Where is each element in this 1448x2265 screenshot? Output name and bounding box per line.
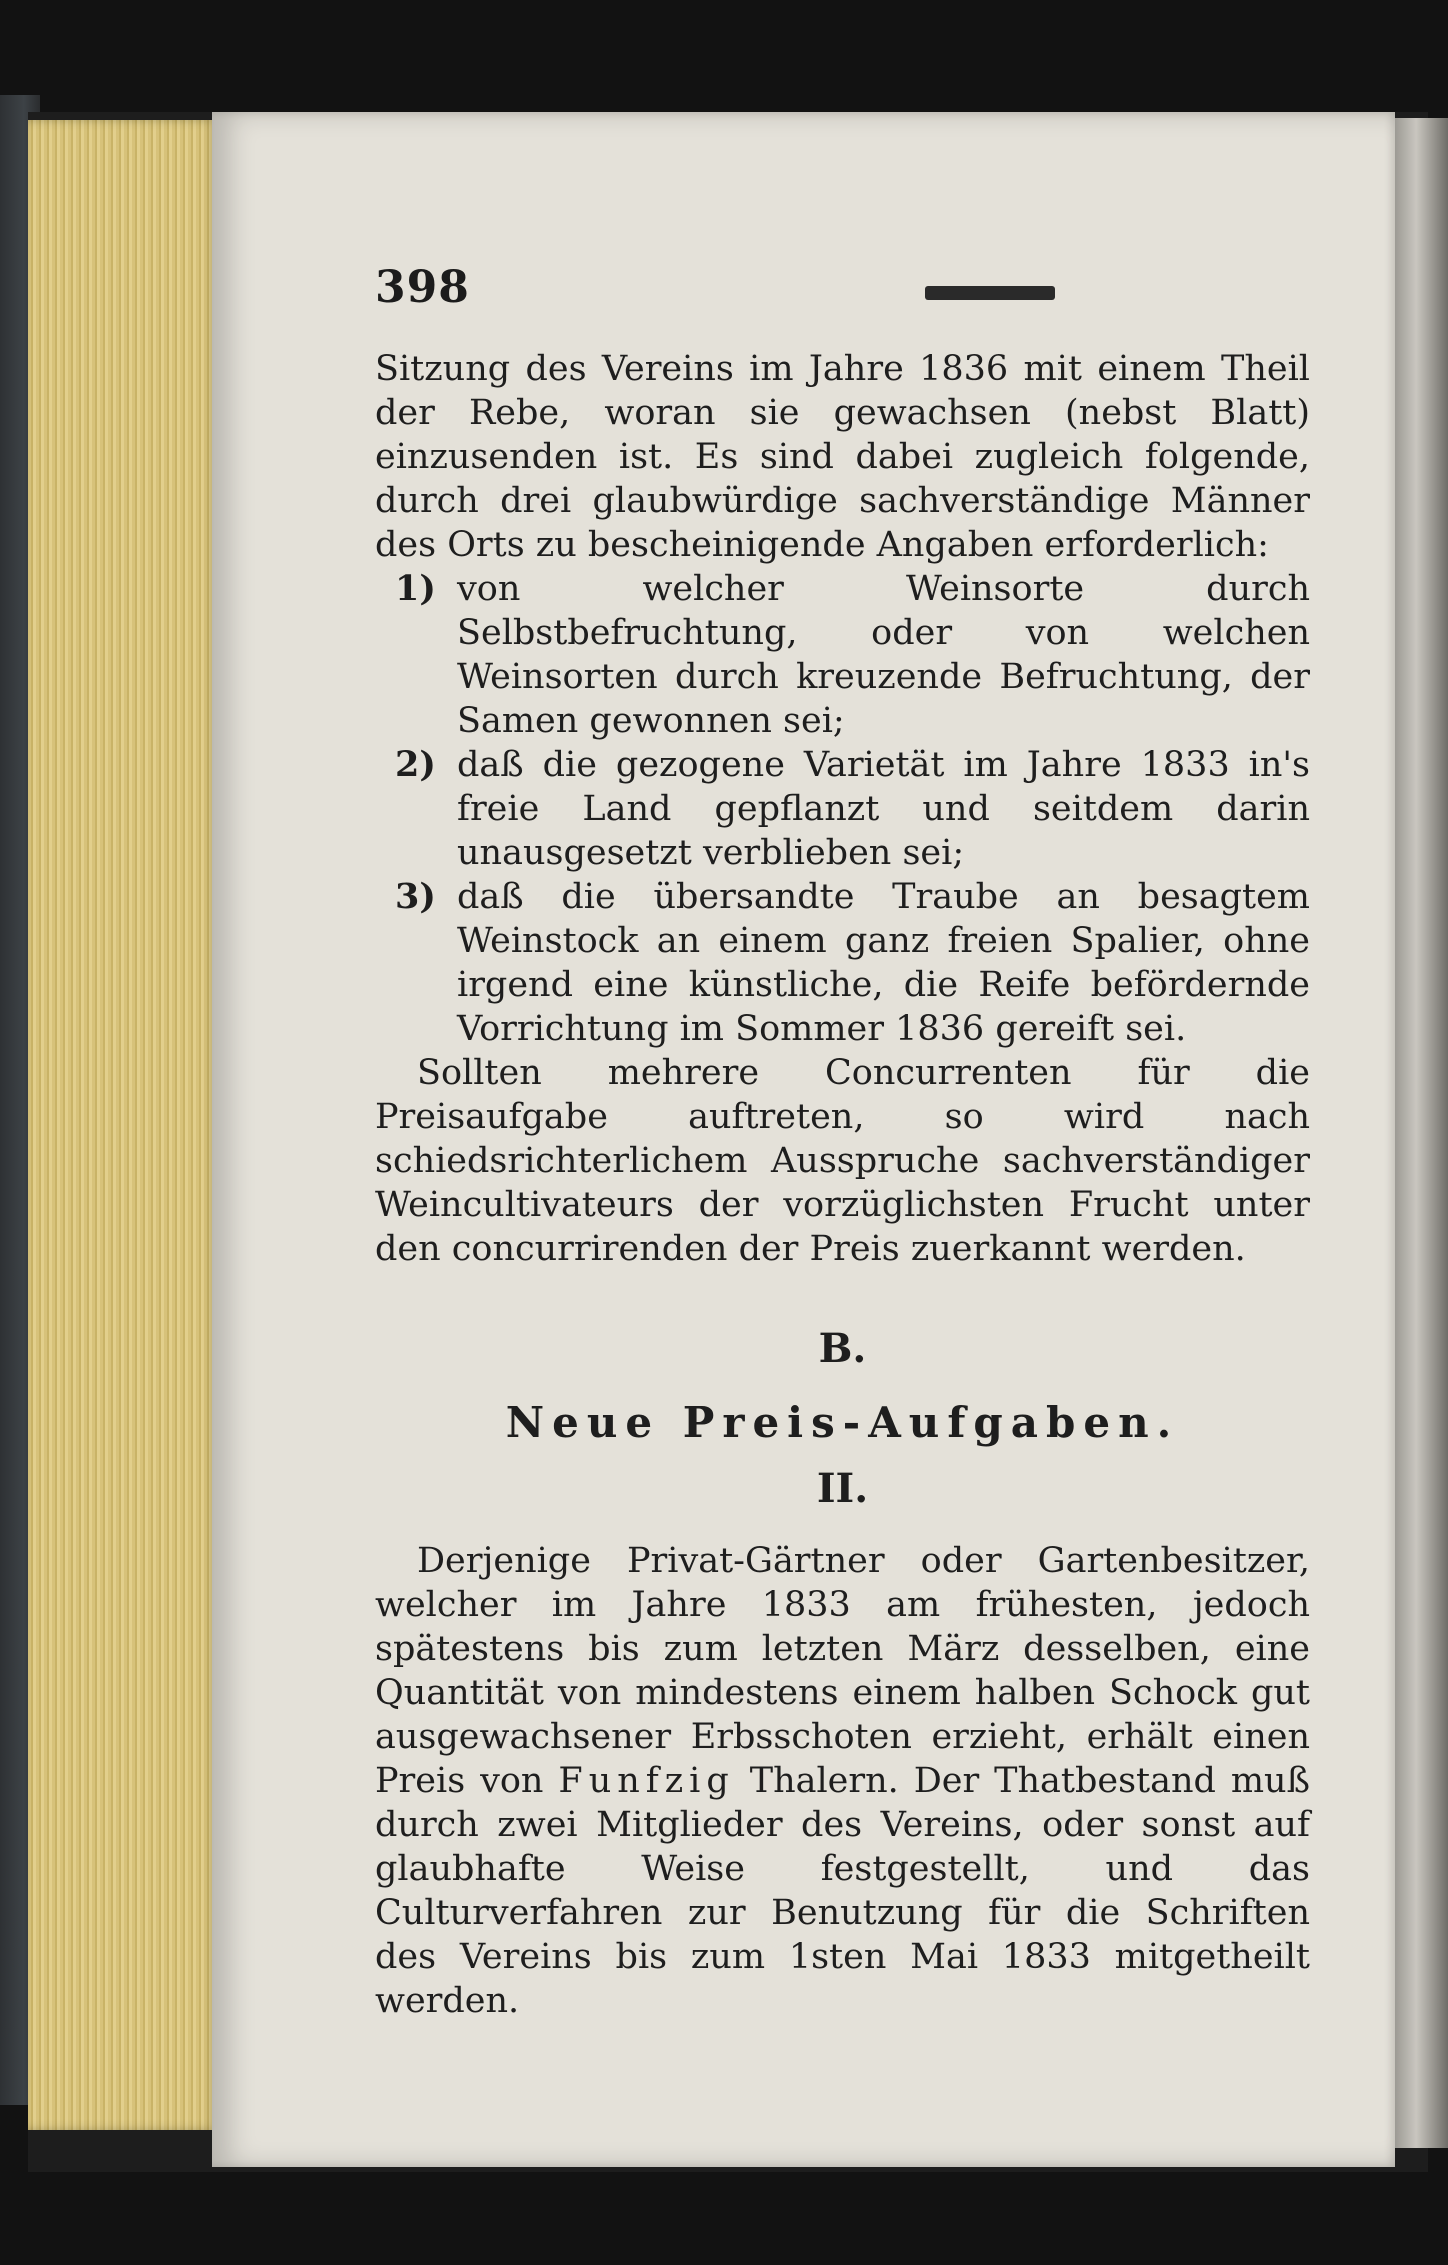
- section-title: Neue Preis-Aufgaben.: [505, 1398, 1180, 1447]
- book-page: [212, 112, 1395, 2167]
- page-body: [375, 347, 1310, 2023]
- page-number: 398: [375, 262, 470, 313]
- list-item: [375, 875, 1310, 1051]
- section-number: II.: [816, 1465, 869, 1512]
- section-letter: B.: [818, 1325, 867, 1372]
- paragraph-concurrents: Sollten mehrere Concurrenten für die Preisaufgabe auftreten, so wird nach schiedsrichterlichem Ausspruche sachverständiger Weincultivateurs der vorzüglichsten Frucht unter den concurrirenden der Preis zuerkannt werden.: [375, 1053, 1310, 1269]
- paragraph-new-prize-part-b: Thalern. Der Thatbestand muß durch zwei Mitglieder des Vereins, oder sonst auf glaubhafte Weise festgestellt, und das Culturverfahren zur Benutzung für die Schriften des Vereins bis zum 1sten Mai 1833 mitgetheilt werden.: [375, 1761, 1310, 2021]
- list-item-text: daß die gezogene Varietät im Jahre 1833 in's freie Land gepflanzt und seitdem darin unausgesetzt verblieben sei;: [457, 745, 1310, 873]
- list-item-number: 3): [395, 876, 436, 917]
- book-cover-right: [1395, 118, 1448, 2148]
- paragraph-intro: Sitzung des Vereins im Jahre 1836 mit einem Theil der Rebe, woran sie gewachsen (nebst Blatt) einzusenden ist. Es sind dabei zugleich folgende, durch drei glaubwürdige sachverständige Männer des Orts zu bescheinigende Angaben erforderlich:: [375, 349, 1310, 565]
- list-item: [375, 743, 1310, 875]
- paragraph-new-prize-part-a: Derjenige Privat-Gärtner oder Gartenbesitzer, welcher im Jahre 1833 am frühesten, jedoch spätestens bis zum letzten März desselben, eine Quantität von mindestens einem halben Schock gut ausgewachsener Erbsschoten erzieht, erhält einen Preis von: [375, 1541, 1310, 1801]
- list-item-text: daß die übersandte Traube an besagtem Weinstock an einem ganz freien Spalier, ohne irgend eine künstliche, die Reife befördernde Vorrichtung im Sommer 1836 gereift sei.: [457, 877, 1310, 1049]
- paragraph-new-prize: [375, 1539, 1310, 2023]
- page-edges: [28, 120, 218, 2130]
- list-item: [375, 567, 1310, 743]
- paragraph-new-prize-emphasis: Funfzig: [558, 1761, 735, 1801]
- page-header: [375, 262, 1325, 332]
- list-item-number: 1): [395, 568, 436, 609]
- header-ornament-rule: [925, 286, 1055, 300]
- list-item-number: 2): [395, 744, 436, 785]
- list-item-text: von welcher Weinsorte durch Selbstbefruchtung, oder von welchen Weinsorten durch kreuzende Befruchtung, der Samen gewonnen sei;: [457, 569, 1310, 741]
